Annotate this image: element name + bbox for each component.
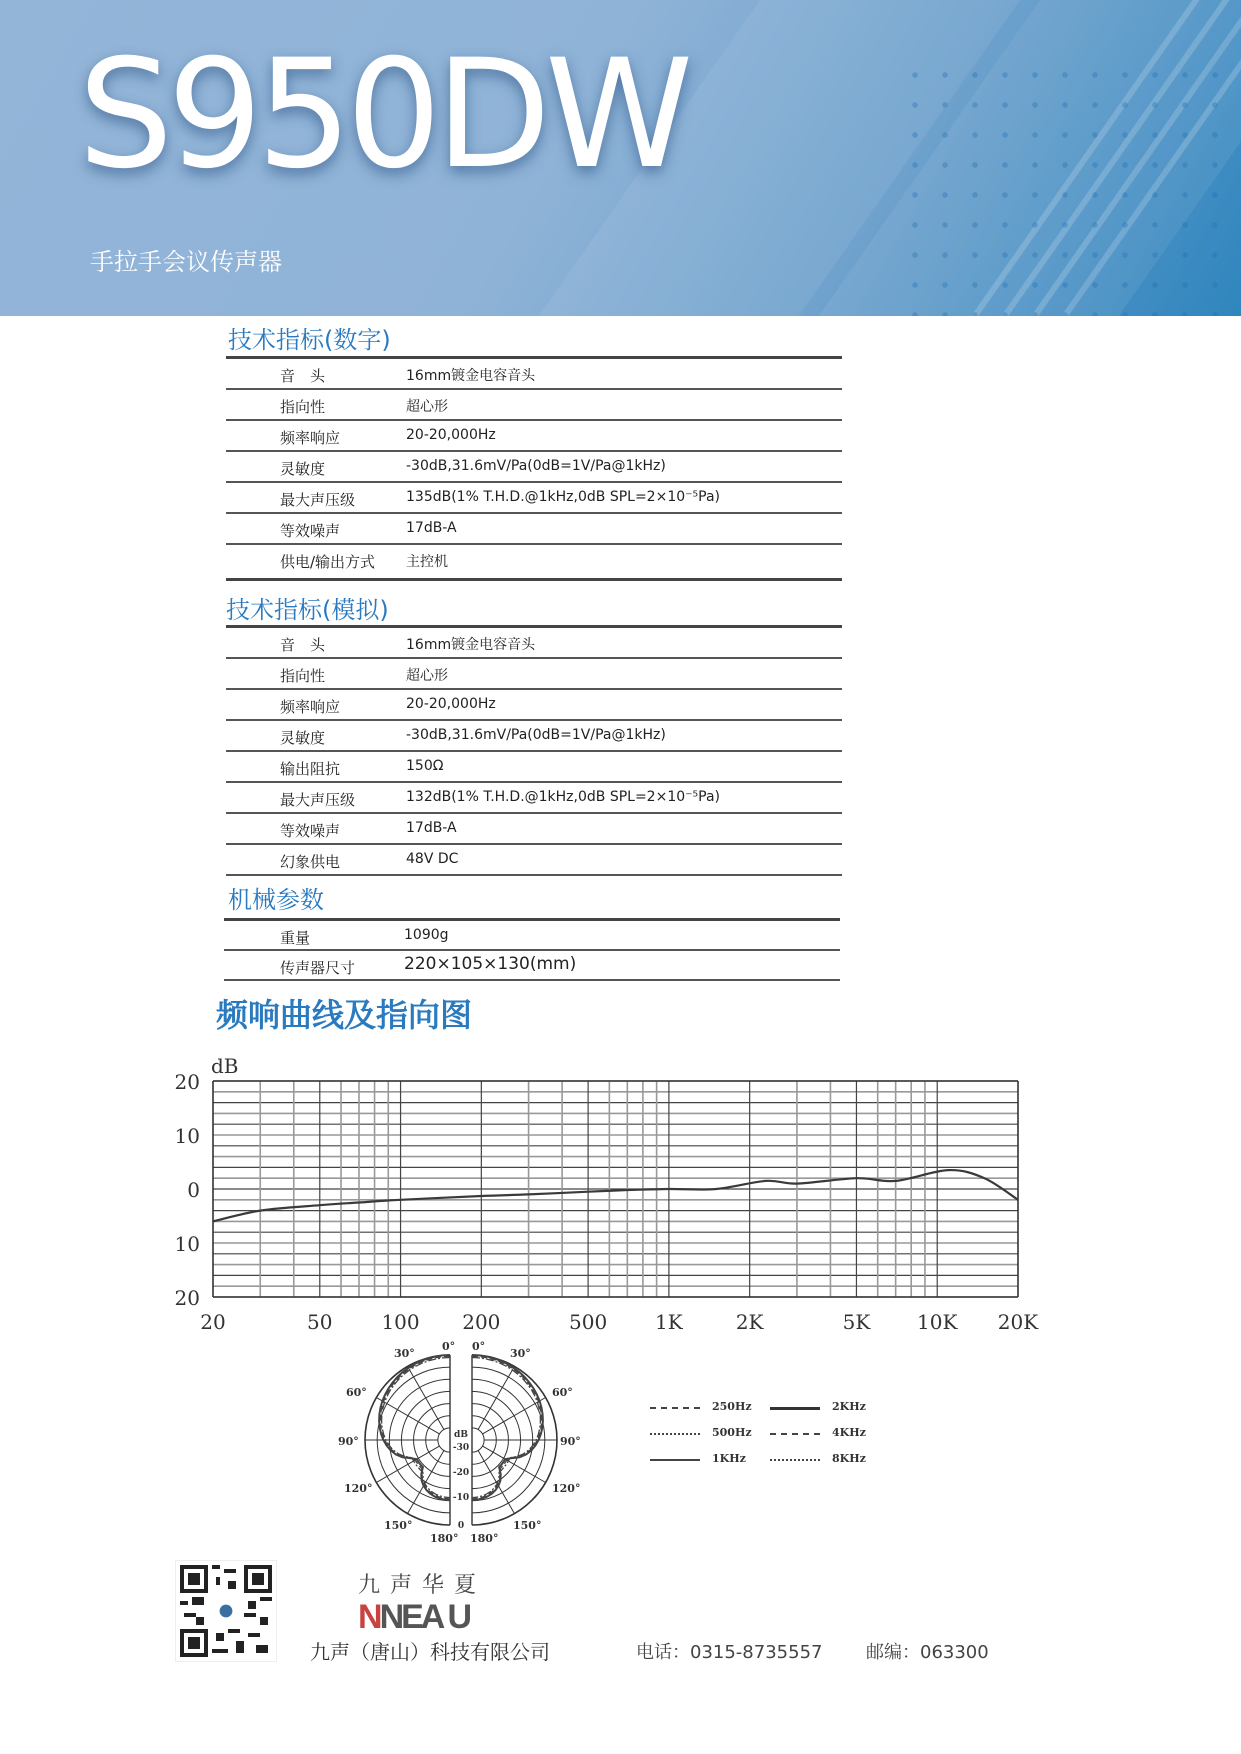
spec-label: 幻象供电 (280, 853, 341, 871)
svg-text:150°: 150° (384, 1519, 413, 1532)
spec-row (226, 452, 842, 483)
svg-text:180°: 180° (470, 1532, 499, 1545)
spec-row (226, 628, 842, 659)
spec-value: 48V DC (406, 851, 459, 867)
phone-number: 电话：0315-8735557 (636, 1642, 823, 1663)
svg-text:200: 200 (462, 1310, 501, 1334)
spec-row (226, 783, 842, 814)
spec-value: 150Ω (406, 758, 444, 774)
svg-text:120°: 120° (552, 1482, 581, 1495)
spec-label: 音 头 (280, 636, 326, 654)
spec-row (226, 359, 842, 390)
spec-row (226, 845, 842, 876)
svg-text:50: 50 (307, 1310, 333, 1334)
header-banner (0, 0, 1241, 316)
spec-label: 指向性 (280, 667, 326, 685)
spec-table-mechanical (224, 918, 840, 981)
polar-legend (650, 1398, 880, 1488)
spec-label: 最大声压级 (280, 791, 356, 809)
spec-label: 重量 (280, 929, 311, 947)
svg-text:dB: dB (211, 1054, 239, 1078)
product-name: 手拉手会议传声器 (90, 248, 282, 276)
spec-label: 灵敏度 (280, 729, 326, 747)
polar-pattern-plot (330, 1330, 590, 1555)
legend-label: 250Hz (712, 1400, 752, 1413)
legend-label: 1KHz (712, 1452, 746, 1465)
postal-code: 邮编：063300 (866, 1642, 989, 1663)
spec-value: 16mm镀金电容音头 (406, 637, 536, 653)
spec-row (226, 545, 842, 581)
spec-row (226, 690, 842, 721)
legend-label: 2KHz (832, 1400, 866, 1413)
brand-chinese-name: 九声华夏 (358, 1573, 487, 1598)
legend-label: 8KHz (832, 1452, 866, 1465)
svg-text:0: 0 (457, 1521, 465, 1531)
spec-value: -30dB,31.6mV/Pa(0dB=1V/Pa@1kHz) (406, 458, 666, 474)
brand-logo-red: N (358, 1598, 380, 1636)
svg-text:0°: 0° (472, 1340, 486, 1353)
legend-line-dash-dot (770, 1459, 820, 1461)
legend-label: 500Hz (712, 1426, 752, 1439)
qr-code[interactable] (175, 1560, 277, 1662)
spec-value: 16mm镀金电容音头 (406, 368, 536, 384)
section-title-digital: 技术指标(数字) (228, 326, 391, 354)
spec-value: 20-20,000Hz (406, 696, 496, 712)
svg-text:20: 20 (174, 1070, 200, 1094)
spec-label: 音 头 (280, 367, 326, 385)
svg-text:2K: 2K (735, 1310, 764, 1334)
spec-label: 输出阻抗 (280, 760, 341, 778)
frequency-response-plot (0, 1040, 1241, 1340)
svg-text:60°: 60° (346, 1386, 367, 1399)
spec-row (226, 721, 842, 752)
spec-label: 等效噪声 (280, 822, 341, 840)
spec-value: 超心形 (406, 668, 448, 684)
svg-text:10: 10 (174, 1124, 200, 1148)
legend-line-solid (650, 1459, 700, 1461)
spec-table-digital (226, 356, 842, 581)
svg-text:90°: 90° (560, 1435, 581, 1448)
spec-value: 20-20,000Hz (406, 427, 496, 443)
company-name: 九声（唐山）科技有限公司 (310, 1640, 550, 1664)
svg-text:1K: 1K (655, 1310, 683, 1334)
spec-table-analog (226, 625, 842, 876)
svg-text:150°: 150° (513, 1519, 542, 1532)
spec-value: -30dB,31.6mV/Pa(0dB=1V/Pa@1kHz) (406, 727, 666, 743)
spec-value: 17dB-A (406, 520, 457, 536)
spec-value: 主控机 (406, 554, 448, 570)
qr-code-icon (176, 1561, 276, 1661)
svg-text:30°: 30° (510, 1347, 531, 1360)
spec-value: 132dB(1% T.H.D.@1kHz,0dB SPL=2×10⁻⁵Pa) (406, 789, 720, 805)
svg-text:20K: 20K (997, 1310, 1039, 1334)
svg-text:10K: 10K (917, 1310, 958, 1334)
spec-row (226, 483, 842, 514)
svg-text:10: 10 (174, 1232, 200, 1256)
svg-text:-10: -10 (452, 1493, 470, 1503)
svg-text:180°: 180° (430, 1532, 459, 1545)
section-title-analog: 技术指标(模拟) (226, 596, 389, 624)
spec-label: 传声器尺寸 (280, 959, 356, 977)
spec-row (224, 951, 840, 981)
banner-dots (900, 60, 1241, 316)
spec-row (226, 814, 842, 845)
polar-pattern-chart (330, 1330, 590, 1555)
legend-line-dashed (770, 1433, 820, 1435)
svg-text:100: 100 (381, 1310, 420, 1334)
spec-label: 等效噪声 (280, 522, 341, 540)
spec-row (226, 752, 842, 783)
spec-row (226, 390, 842, 421)
section-title-mechanical: 机械参数 (228, 886, 324, 914)
svg-text:120°: 120° (344, 1482, 373, 1495)
brand-logo-text: NEA U (379, 1598, 470, 1636)
spec-row (226, 659, 842, 690)
legend-line-solid-thick (770, 1407, 820, 1410)
spec-label: 频率响应 (280, 429, 341, 447)
spec-value: 1090g (404, 927, 449, 943)
svg-text:-20: -20 (452, 1468, 470, 1478)
svg-text:500: 500 (569, 1310, 608, 1334)
spec-value: 17dB-A (406, 820, 457, 836)
spec-label: 指向性 (280, 398, 326, 416)
spec-label: 供电/输出方式 (280, 553, 376, 571)
spec-label: 频率响应 (280, 698, 341, 716)
spec-row (226, 514, 842, 545)
spec-value: 220×105×130(mm) (404, 954, 577, 974)
svg-text:dB: dB (454, 1430, 468, 1440)
brand-logo (358, 1598, 469, 1637)
svg-text:90°: 90° (338, 1435, 359, 1448)
product-model: S950DW (78, 28, 688, 202)
svg-text:30°: 30° (394, 1347, 415, 1360)
spec-label: 最大声压级 (280, 491, 356, 509)
spec-label: 灵敏度 (280, 460, 326, 478)
spec-row (226, 421, 842, 452)
svg-text:20: 20 (200, 1310, 226, 1334)
svg-text:20: 20 (174, 1286, 200, 1310)
spec-value: 超心形 (406, 399, 448, 415)
svg-text:0°: 0° (442, 1340, 456, 1353)
spec-row (224, 921, 840, 951)
spec-value: 135dB(1% T.H.D.@1kHz,0dB SPL=2×10⁻⁵Pa) (406, 489, 720, 505)
legend-label: 4KHz (832, 1426, 866, 1439)
svg-text:0: 0 (187, 1178, 200, 1202)
legend-line-dashed (650, 1407, 700, 1409)
svg-text:-30: -30 (452, 1443, 470, 1453)
svg-text:5K: 5K (842, 1310, 871, 1334)
svg-text:60°: 60° (552, 1386, 573, 1399)
frequency-response-chart (0, 1040, 1241, 1340)
legend-line-dash-dot (650, 1433, 700, 1435)
charts-title: 频响曲线及指向图 (216, 996, 473, 1034)
